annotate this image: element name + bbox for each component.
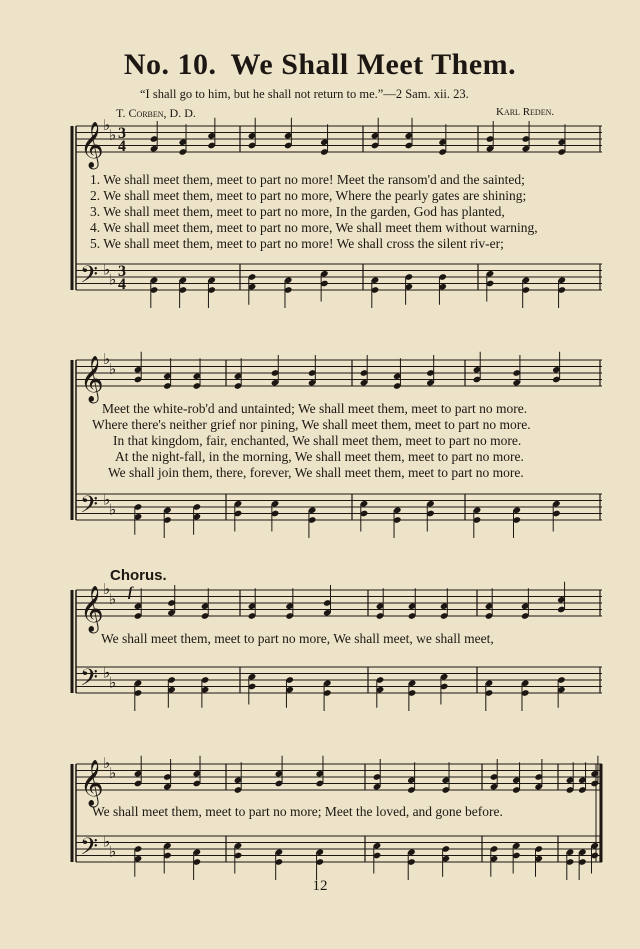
chorus-line-2: We shall meet them, meet to part no more; Meet the loved, and gone before.: [92, 804, 503, 819]
verse-4-line-2: At the night-fall, in the morning, We shall meet them, meet to part no more.: [115, 449, 524, 464]
words-credit: T. Corben, D. D.: [116, 106, 196, 120]
flat-sign: ♭: [109, 359, 117, 378]
flat-sign: ♭: [103, 832, 111, 851]
flat-sign: ♭: [109, 125, 117, 144]
hymn-title-text: We Shall Meet Them.: [230, 48, 517, 81]
music-credit: Karl Reden.: [496, 106, 555, 118]
flat-sign: ♭: [109, 270, 117, 289]
flat-sign: ♭: [103, 350, 111, 368]
bass-clef: 𝄢: [80, 663, 99, 697]
flat-sign: ♭: [103, 580, 111, 598]
flat-sign: ♭: [109, 763, 117, 782]
treble-clef: 𝄞: [80, 356, 104, 402]
time-sig-top: 3: [118, 263, 126, 280]
bass-clef: 𝄢: [80, 260, 99, 294]
flat-sign: ♭: [103, 663, 111, 682]
verse-5-line-1: 5. We shall meet them, meet to part no more! We shall cross the silent riv-er;: [90, 236, 504, 251]
time-sig-bottom: 4: [118, 276, 126, 293]
verse-3-line-1: 3. We shall meet them, meet to part no more, In the garden, God has planted,: [90, 204, 505, 219]
page-number: 12: [312, 878, 328, 894]
verse-4-line-1: 4. We shall meet them, meet to part no more, We shall meet them without warning,: [90, 220, 538, 235]
chorus-label: Chorus.: [110, 567, 167, 584]
verse-3-line-2: In that kingdom, fair, enchanted, We shall meet them, meet to part no more.: [113, 433, 522, 448]
epigraph: “I shall go to him, but he shall not return to me.”—2 Sam. xii. 23.: [140, 87, 469, 101]
verse-1-line-2: Meet the white-rob'd and untainted; We shall meet them, meet to part no more.: [102, 401, 528, 416]
flat-sign: ♭: [109, 673, 117, 692]
flat-sign: ♭: [109, 842, 117, 861]
bass-clef: 𝄢: [80, 832, 99, 866]
treble-clef: 𝄞: [80, 586, 104, 632]
hymn-number: No. 10.: [123, 48, 217, 81]
flat-sign: ♭: [103, 490, 111, 509]
verse-1-line-1: 1. We shall meet them, meet to part no more! Meet the ransom'd and the sainted;: [90, 172, 525, 187]
time-sig-top: 3: [118, 125, 126, 142]
bass-clef: 𝄢: [80, 490, 99, 524]
verse-2-line-1: 2. We shall meet them, meet to part no more, Where the pearly gates are shining;: [90, 188, 527, 203]
flat-sign: ♭: [103, 116, 111, 134]
flat-sign: ♭: [103, 260, 111, 279]
treble-clef: 𝄞: [80, 760, 104, 806]
chorus-line-1: We shall meet them, meet to part no more, We shall meet, we shall meet,: [101, 631, 494, 646]
flat-sign: ♭: [109, 500, 117, 519]
verse-2-line-2: Where there's neither grief nor pining, We shall meet them, meet to part no more.: [92, 417, 531, 432]
treble-clef: 𝄞: [80, 122, 104, 168]
time-sig-bottom: 4: [118, 138, 126, 155]
flat-sign: ♭: [109, 589, 117, 608]
forte-mark: f: [128, 585, 133, 600]
flat-sign: ♭: [103, 754, 111, 772]
verse-5-line-2: We shall join them, there, forever, We shall meet them, meet to part no more.: [108, 465, 524, 480]
